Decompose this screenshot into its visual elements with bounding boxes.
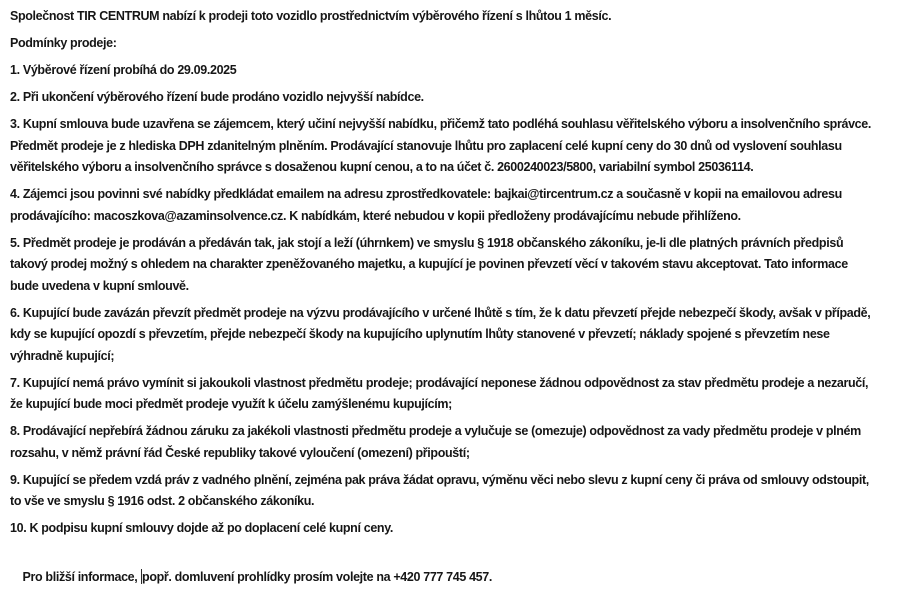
text-line: 10. K podpisu kupní smlouvy dojde až po doplacení celé kupní ceny.: [10, 521, 393, 535]
text-line: 1. Výběrové řízení probíhá do 29.09.2025: [10, 63, 237, 77]
text-line: 3. Kupní smlouva bude uzavřena se zájemcem, který učiní nejvyšší nabídku, přičemž tato podléhá souhlasu věřitelského výboru a insolvenčního správce.: [10, 117, 872, 131]
text-line: 6. Kupující bude zavázán převzít předmět prodeje na výzvu prodávajícího v určené lhůtě s tím, že k datu převzetí přejde nebezpečí škody, avšak v případě,: [10, 305, 871, 320]
text-line: Podmínky prodeje:: [10, 36, 117, 50]
intro-paragraph: [10, 6, 914, 28]
text-line: 8. Prodávající nepřebírá žádnou záruku za jakékoli vlastnosti předmětu prodeje a vylučuje se (omezuje) odpovědnost za vady předmětu prodeje v plném: [10, 424, 861, 438]
term-item-7: [10, 373, 914, 416]
text-line: bude uvedena v kupní smlouvě.: [10, 278, 189, 293]
term-item-9: [10, 470, 914, 513]
text-line: rozsahu, v němž právní řád České republiky takové vyloučení (omezení) připouští;: [10, 445, 470, 460]
term-item-5: [10, 233, 914, 298]
term-item-4: [10, 184, 914, 227]
term-item-10: [10, 518, 914, 540]
terms-heading: [10, 33, 914, 55]
term-item-6: [10, 303, 914, 368]
text-line: to vše ve smyslu § 1916 odst. 2 občanského zákoníku.: [10, 494, 315, 508]
contact-text-before-cursor: Pro bližší informace,: [22, 569, 141, 584]
text-line: výhradně kupující;: [10, 348, 115, 363]
text-line: kdy se kupující opozdí s převzetím, přejde nebezpečí škody na kupujícího uplynutím lhůty stanovené v převzetí; náklady spojené s převzetím nese: [10, 327, 830, 341]
text-line: takový prodej možný s ohledem na charakter zpeněžovaného majetku, a kupující je povinen převzetí věcí v takovém stavu akceptovat. Tato informace: [10, 257, 848, 271]
text-line: Společnost TIR CENTRUM nabízí k prodeji toto vozidlo prostřednictvím výběrového řízení s lhůtou 1 měsíc.: [10, 9, 612, 23]
text-line: Předmět prodeje je z hlediska DPH zdanitelným plněním. Prodávající stanovuje lhůtu pro zaplacení celé kupní ceny do 30 dnů od vyslovení souhlasu: [10, 138, 842, 153]
text-line: 7. Kupující nemá právo vymínit si jakoukoli vlastnost předmětu prodeje; prodávající neponese žádnou odpovědnost za stav předmětu prodeje a nezaručí,: [10, 375, 869, 390]
text-line: že kupující bude moci předmět prodeje využít k účelu zamýšlenému kupujícím;: [10, 397, 452, 411]
text-line: prodávajícího: macoszkova@azaminsolvence.cz. K nabídkám, které nebudou v kopii předloženy prodávajícímu nebude přihlíženo.: [10, 208, 741, 223]
term-item-1: [10, 60, 914, 82]
contact-line: [10, 545, 914, 610]
text-line: 9. Kupující se předem vzdá práv z vadného plnění, zejména pak práva žádat opravu, výměnu věci nebo slevu z kupní ceny či práva od smlouvy odstoupit,: [10, 472, 869, 487]
text-line: věřitelského výboru a insolvenčního správce s dosaženou kupní cenou, a to na účet č. 2600240023/5800, variabilní symbol 25036114.: [10, 160, 754, 174]
term-item-3: [10, 114, 914, 179]
term-item-8: [10, 421, 914, 464]
contact-text-after-cursor: popř. domluvení prohlídky prosím volejte na +420 777 745 457.: [142, 569, 493, 584]
text-line: 2. Při ukončení výběrového řízení bude prodáno vozidlo nejvyšší nabídce.: [10, 90, 424, 104]
term-item-2: [10, 87, 914, 109]
text-line: 4. Zájemci jsou povinni své nabídky předkládat emailem na adresu zprostředkovatele: bajkai@tircentrum.cz a současně v kopii na emailovou adresu: [10, 187, 842, 201]
text-line: 5. Předmět prodeje je prodáván a předáván tak, jak stojí a leží (úhrnkem) ve smyslu § 1918 občanského zákoníku, je-li dle platných právních předpisů: [10, 235, 844, 250]
